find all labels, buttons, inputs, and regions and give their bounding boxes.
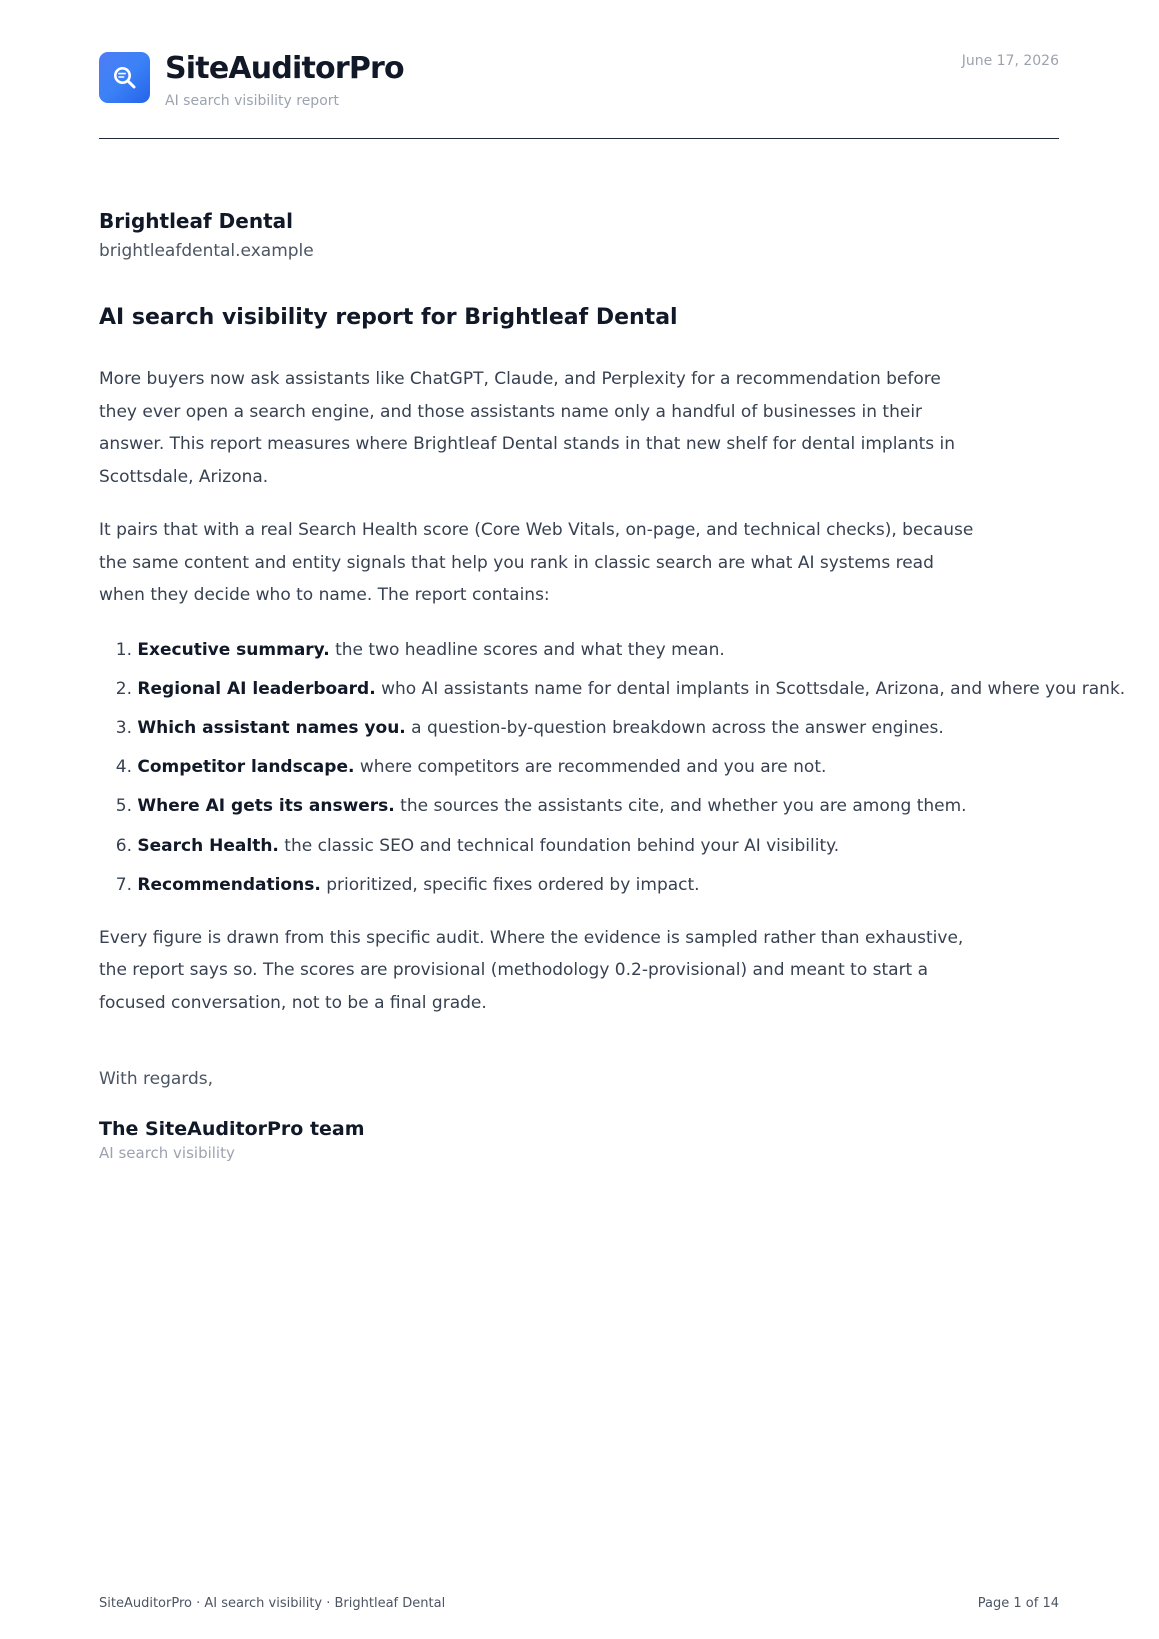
client-name: Brightleaf Dental: [99, 209, 293, 233]
list-item-number: 4.: [115, 757, 132, 778]
list-item-number: 7.: [115, 874, 132, 895]
report-body: [99, 208, 1126, 1163]
brand-name: SiteAuditorPro: [165, 51, 404, 86]
list-item-lead: Search Health.: [137, 835, 279, 856]
list-item: [99, 827, 1059, 866]
report-date: June 17, 2026: [961, 53, 1059, 69]
list-item-text: where competitors are recommended and you are not.: [359, 757, 827, 778]
list-item-number: 5.: [115, 796, 132, 817]
page-number: Page 1 of 14: [977, 1596, 1059, 1611]
list-item: [99, 866, 1059, 905]
list-item: [99, 748, 1059, 787]
client-domain: brightleafdental.example: [99, 241, 314, 261]
brand-tagline: AI search visibility report: [165, 93, 340, 109]
list-item-lead: Competitor landscape.: [137, 757, 355, 778]
list-item-lead: Recommendations.: [137, 874, 321, 895]
signoff-role: AI search visibility: [99, 1144, 235, 1163]
intro-paragraph: More buyers now ask assistants like ChatGPT, Claude, and Perplexity for a recommendation before they ever open a search engine, and those assistants name only a handful of businesses in their answer. This report measures where Brightleaf Dental stands in that new shelf for dental implants in Scottsdale, Arizona.: [99, 369, 956, 487]
list-item-number: 3.: [115, 717, 132, 738]
closing-paragraph: Every figure is drawn from this specific audit. Where the evidence is sampled rather than exhaustive, the report says so. The scores are provisional (methodology 0.2-provisional) and meant to start a focused conversation, not to be a final grade.: [99, 927, 964, 1013]
list-item-text: a question-by-question breakdown across the answer engines.: [411, 717, 944, 738]
list-item-text: the classic SEO and technical foundation behind your AI visibility.: [284, 835, 840, 856]
signoff-greeting: With regards,: [99, 1069, 214, 1090]
list-item: [99, 709, 1059, 748]
list-item: [99, 670, 1126, 709]
list-item-number: 6.: [115, 835, 132, 856]
list-item-text: who AI assistants name for dental implants in Scottsdale, Arizona, and where you rank.: [381, 678, 1126, 699]
list-item-lead: Which assistant names you.: [137, 717, 406, 738]
intro-paragraph: It pairs that with a real Search Health score (Core Web Vitals, on-page, and technical checks), because the same content and entity signals that help you rank in classic search are what AI systems read when they decide who to name. The report contains:: [99, 520, 974, 605]
brand-logo: [99, 52, 150, 103]
list-item-lead: Executive summary.: [137, 639, 330, 660]
list-item-lead: Where AI gets its answers.: [137, 796, 395, 817]
magnifier-icon: [112, 65, 137, 90]
signoff-team: The SiteAuditorPro team: [99, 1118, 365, 1141]
report-header: [99, 51, 1059, 109]
list-item-text: the sources the assistants cite, and whether you are among them.: [400, 796, 967, 817]
list-item-number: 2.: [115, 678, 132, 699]
list-item-number: 1.: [115, 639, 132, 660]
list-item-lead: Regional AI leaderboard.: [137, 678, 376, 699]
list-item: [99, 631, 1059, 670]
header-divider: [99, 138, 1059, 139]
list-item: [99, 787, 1059, 826]
footer-caption: SiteAuditorPro · AI search visibility · Brightleaf Dental: [99, 1596, 446, 1611]
list-item-text: the two headline scores and what they mean.: [335, 639, 725, 660]
contents-list: [99, 631, 1126, 905]
report-title: AI search visibility report for Brightleaf Dental: [99, 305, 678, 330]
list-item-text: prioritized, specific fixes ordered by impact.: [326, 874, 700, 895]
